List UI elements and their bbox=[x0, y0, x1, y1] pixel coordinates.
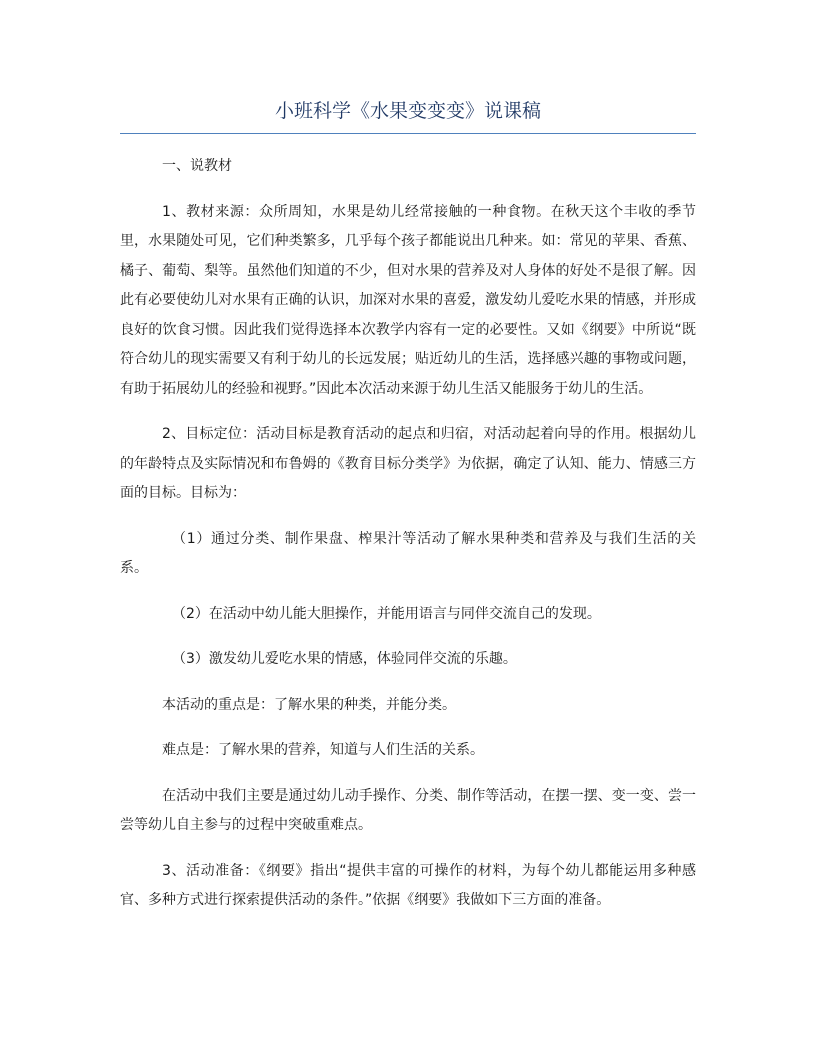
paragraph-material-source: 1、教材来源：众所周知，水果是幼儿经常接触的一种食物。在秋天这个丰收的季节里，水果随处可见，它们种类繁多，几乎每个孩子都能说出几种来。如：常见的苹果、香蕉、橘子、葡萄、梨等。虽然他们知道的不少，但对水果的营养及对人身体的好处不是很了解。因此有必要使幼儿对水果有正确的认识，加深对水果的喜爱，激发幼儿爱吃水果的情感，并形成良好的饮食习惯。因此我们觉得选择本次教学内容有一定的必要性。又如《纲要》中所说“既符合幼儿的现实需要又有利于幼儿的长远发展；贴近幼儿的生活，选择感兴趣的事物或问题，有助于拓展幼儿的经验和视野。”因此本次活动来源于幼儿生活又能服务于幼儿的生活。 bbox=[120, 203, 696, 397]
paragraph-goal-positioning: 2、目标定位：活动目标是教育活动的起点和归宿，对活动起着向导的作用。根据幼儿的年龄特点及实际情况和布鲁姆的《教育目标分类学》为依据，确定了认知、能力、情感三方面的目标。目标为： bbox=[120, 426, 696, 501]
paragraph-difficulty: 难点是：了解水果的营养，知道与人们生活的关系。 bbox=[162, 742, 484, 758]
section-heading: 一、说教材 bbox=[162, 158, 232, 174]
paragraph-preparation: 3、活动准备：《纲要》指出“提供丰富的可操作的材料，为每个幼儿都能运用多种感官、多种方式进行探索提供活动的条件。”依据《纲要》我做如下三方面的准备。 bbox=[120, 862, 696, 908]
goal-item-1: （1）通过分类、制作果盘、榨果汁等活动了解水果种类和营养及与我们生活的关系。 bbox=[120, 530, 696, 576]
goal-item-3: （3）激发幼儿爱吃水果的情感，体验同伴交流的乐趣。 bbox=[172, 651, 517, 667]
document-body bbox=[120, 152, 696, 932]
document-title: 小班科学《水果变变变》说课稿 bbox=[274, 100, 541, 122]
paragraph-key-point: 本活动的重点是：了解水果的种类，并能分类。 bbox=[162, 696, 456, 713]
title-divider bbox=[120, 133, 696, 134]
paragraph-method: 在活动中我们主要是通过幼儿动手操作、分类、制作等活动，在摆一摆、变一变、尝一尝等幼儿自主参与的过程中突破重难点。 bbox=[120, 787, 696, 833]
goal-item-2: （2）在活动中幼儿能大胆操作，并能用语言与同伴交流自己的发现。 bbox=[172, 605, 601, 622]
